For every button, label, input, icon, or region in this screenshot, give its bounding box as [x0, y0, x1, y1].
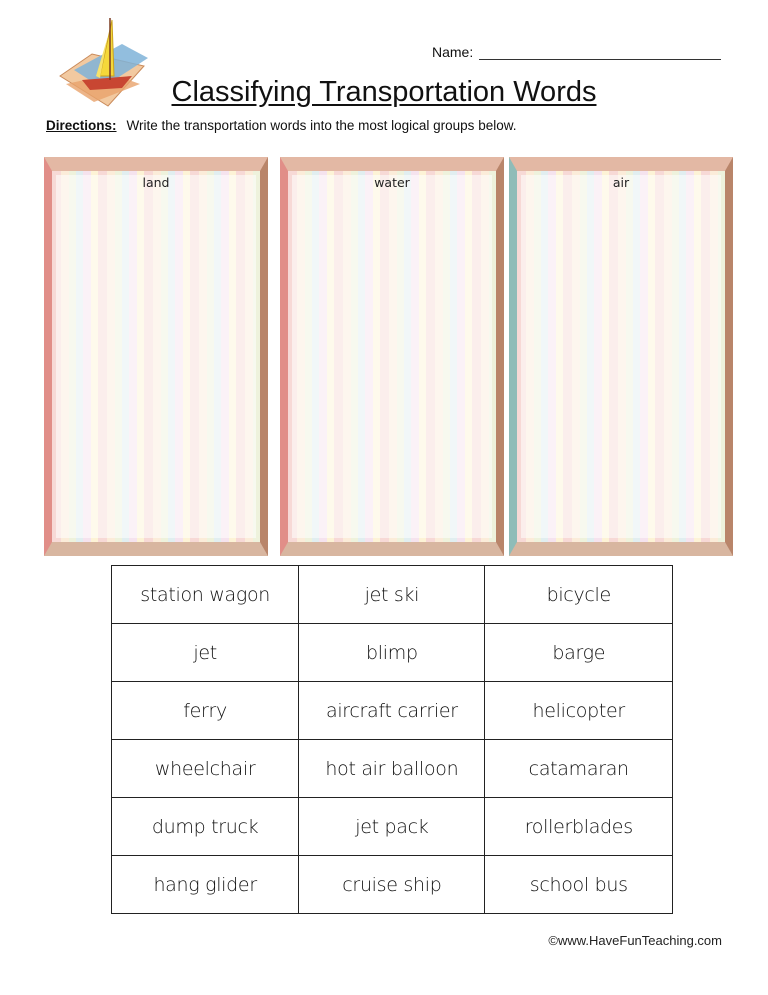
- land-column-header: land: [142, 175, 170, 190]
- word-cell: bicycle: [485, 566, 673, 624]
- name-field: [432, 44, 721, 60]
- word-cell: aircraft carrier: [299, 682, 485, 740]
- air-writing-area: [521, 175, 721, 538]
- land-column[interactable]: [44, 157, 268, 556]
- word-cell: jet pack: [299, 798, 485, 856]
- directions-text: Write the transportation words into the most logical groups below.: [126, 118, 517, 133]
- table-row: [112, 798, 673, 856]
- word-cell: catamaran: [485, 740, 673, 798]
- table-row: [112, 856, 673, 914]
- word-cell: ferry: [112, 682, 299, 740]
- table-row: [112, 566, 673, 624]
- name-label: Name:: [432, 44, 474, 60]
- word-cell: blimp: [299, 624, 485, 682]
- word-cell: hang glider: [112, 856, 299, 914]
- word-bank-table: [111, 565, 673, 914]
- table-row: [112, 624, 673, 682]
- word-cell: jet: [112, 624, 299, 682]
- directions-label: Directions:: [46, 118, 117, 133]
- word-cell: hot air balloon: [299, 740, 485, 798]
- table-row: [112, 682, 673, 740]
- word-cell: helicopter: [485, 682, 673, 740]
- word-cell: cruise ship: [299, 856, 485, 914]
- copyright-footer: ©www.HaveFunTeaching.com: [548, 933, 722, 948]
- air-column[interactable]: [509, 157, 733, 556]
- page-title: Classifying Transportation Words: [171, 76, 597, 108]
- word-cell: station wagon: [112, 566, 299, 624]
- land-writing-area: [56, 175, 256, 538]
- word-cell: jet ski: [299, 566, 485, 624]
- directions: [46, 118, 516, 133]
- word-cell: school bus: [485, 856, 673, 914]
- table-row: [112, 740, 673, 798]
- water-writing-area: [292, 175, 492, 538]
- word-cell: wheelchair: [112, 740, 299, 798]
- name-line[interactable]: [479, 45, 721, 60]
- word-cell: barge: [485, 624, 673, 682]
- water-column-header: water: [374, 175, 410, 190]
- word-cell: dump truck: [112, 798, 299, 856]
- word-cell: rollerblades: [485, 798, 673, 856]
- water-column[interactable]: [280, 157, 504, 556]
- air-column-header: air: [612, 175, 630, 190]
